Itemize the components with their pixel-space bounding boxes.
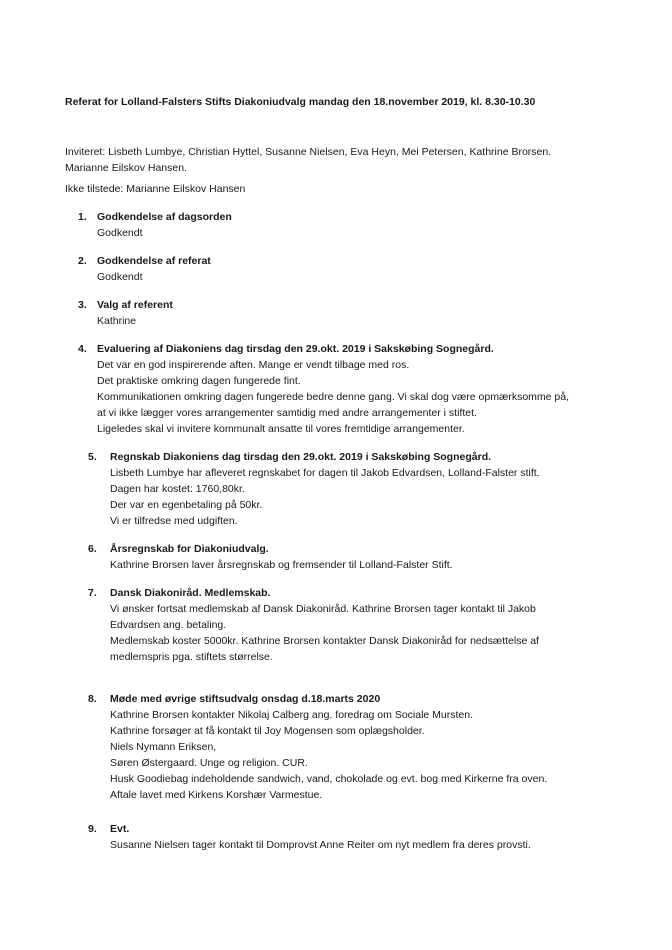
agenda-item: [65, 585, 644, 665]
agenda-item-number: 6.: [88, 543, 97, 555]
agenda-item-content: [97, 341, 644, 437]
agenda-item-line: Kathrine: [97, 315, 137, 327]
invited-line: Marianne Eilskov Hansen.: [65, 162, 187, 174]
agenda-item-line: Der var en egenbetaling på 50kr.: [110, 499, 263, 511]
agenda-item-number: 7.: [88, 587, 97, 599]
agenda-item-content: [97, 209, 644, 241]
agenda-item-title: Regnskab Diakoniens dag tirsdag den 29.okt. 2019 i Sakskøbing Sognegård.: [110, 451, 492, 463]
agenda-item-content: [110, 449, 644, 529]
agenda-item-number: 4.: [78, 343, 87, 355]
agenda-item-body: [97, 357, 644, 437]
agenda-item-line: Susanne Nielsen tager kontakt til Domprovst Anne Reiter om nyt medlem fra deres provsti.: [110, 839, 531, 851]
agenda-item-line: Ligeledes skal vi invitere kommunalt ansatte til vores fremtidige arrangementer.: [97, 423, 465, 435]
agenda-item-number: 9.: [88, 823, 97, 835]
agenda-item: [65, 209, 644, 241]
agenda-item-line: Det var en god inspirerende aften. Mange er vendt tilbage med ros.: [97, 359, 410, 371]
agenda-item-content: [110, 541, 644, 573]
agenda-item-title: Godkendelse af dagsorden: [97, 211, 232, 223]
agenda-item: [65, 541, 644, 573]
agenda-item-line: Godkendt: [97, 227, 143, 239]
agenda-item-content: [97, 297, 644, 329]
agenda-item-body: [97, 313, 644, 329]
invited-paragraph: [65, 144, 644, 176]
agenda-item-line: Aftale lavet med Kirkens Korshær Varmestue.: [110, 789, 323, 801]
agenda-item: [65, 341, 644, 437]
absent-line: Ikke tilstede: Marianne Eilskov Hansen: [65, 183, 246, 195]
agenda-item-line: Edvardsen ang. betaling.: [110, 619, 227, 631]
agenda-item-line: Husk Goodiebag indeholdende sandwich, vand, chokolade og evt. bog med Kirkerne fra oven.: [110, 773, 548, 785]
agenda-item-line: Medlemskab koster 5000kr. Kathrine Brorsen kontakter Dansk Diakoniråd for nedsættelse af: [110, 635, 539, 647]
agenda-item: [65, 821, 644, 853]
agenda-item-body: [110, 465, 644, 529]
agenda-item-line: Kathrine Brorsen kontakter Nikolaj Calberg ang. foredrag om Sociale Mursten.: [110, 709, 474, 721]
agenda-item-line: Lisbeth Lumbye har afleveret regnskabet for dagen til Jakob Edvardsen, Lolland-Falster stift.: [110, 467, 540, 479]
agenda-item-line: Vi er tilfredse med udgiften.: [110, 515, 238, 527]
agenda-item-number: 1.: [78, 211, 87, 223]
agenda-item: [65, 253, 644, 285]
agenda-item-content: [110, 691, 644, 803]
agenda-item-line: Søren Østergaard. Unge og religion. CUR.: [110, 757, 308, 769]
agenda-item: [65, 449, 644, 529]
agenda-item-line: Dagen har kostet: 1760,80kr.: [110, 483, 245, 495]
agenda-item-title: Årsregnskab for Diakoniudvalg.: [110, 543, 269, 555]
agenda-item-title: Evaluering af Diakoniens dag tirsdag den 29.okt. 2019 i Sakskøbing Sognegård.: [97, 343, 494, 355]
agenda-item-body: [110, 557, 644, 573]
agenda-item-number: 3.: [78, 299, 87, 311]
agenda-item-title: Møde med øvrige stiftsudvalg onsdag d.18.marts 2020: [110, 693, 381, 705]
agenda-item-line: Niels Nymann Eriksen,: [110, 741, 217, 753]
agenda-list: [65, 209, 644, 853]
document-title: Referat for Lolland-Falsters Stifts Diakoniudvalg mandag den 18.november 2019, kl. 8.30-10.30: [65, 96, 536, 108]
agenda-item-number: 2.: [78, 255, 87, 267]
agenda-item-title: Valg af referent: [97, 299, 173, 311]
agenda-item-body: [110, 601, 644, 665]
agenda-item-line: medlemspris pga. stiftets størrelse.: [110, 651, 273, 663]
agenda-item-content: [97, 253, 644, 285]
agenda-item-body: [97, 269, 644, 285]
agenda-item-body: [97, 225, 644, 241]
agenda-item-title: Evt.: [110, 823, 130, 835]
agenda-item-line: Godkendt: [97, 271, 143, 283]
agenda-item-content: [110, 585, 644, 665]
invited-line: Inviteret: Lisbeth Lumbye, Christian Hyttel, Susanne Nielsen, Eva Heyn, Mei Petersen, Kathrine Brorsen.: [65, 146, 552, 158]
agenda-item-content: [110, 821, 644, 853]
agenda-item-line: Kathrine Brorsen laver årsregnskab og fremsender til Lolland-Falster Stift.: [110, 559, 453, 571]
agenda-item-line: Det praktiske omkring dagen fungerede fint.: [97, 375, 301, 387]
agenda-item-number: 5.: [88, 451, 97, 463]
agenda-item-number: 8.: [88, 693, 97, 705]
agenda-item: [65, 691, 644, 803]
agenda-item-title: Dansk Diakoniråd. Medlemskab.: [110, 587, 271, 599]
agenda-item-line: Kommunikationen omkring dagen fungerede bedre denne gang. Vi skal dog være opmærksomme på,: [97, 391, 570, 403]
agenda-item-line: Vi ønsker fortsat medlemskab af Dansk Diakoniråd. Kathrine Brorsen tager kontakt til Jakob: [110, 603, 536, 615]
agenda-item-title: Godkendelse af referat: [97, 255, 211, 267]
agenda-item-line: at vi ikke lægger vores arrangementer samtidig med andre arrangementer i stiftet.: [97, 407, 477, 419]
agenda-item-body: [110, 837, 644, 853]
agenda-item-body: [110, 707, 644, 803]
agenda-item: [65, 297, 644, 329]
agenda-item-line: Kathrine forsøger at få kontakt til Joy Mogensen som oplægsholder.: [110, 725, 425, 737]
